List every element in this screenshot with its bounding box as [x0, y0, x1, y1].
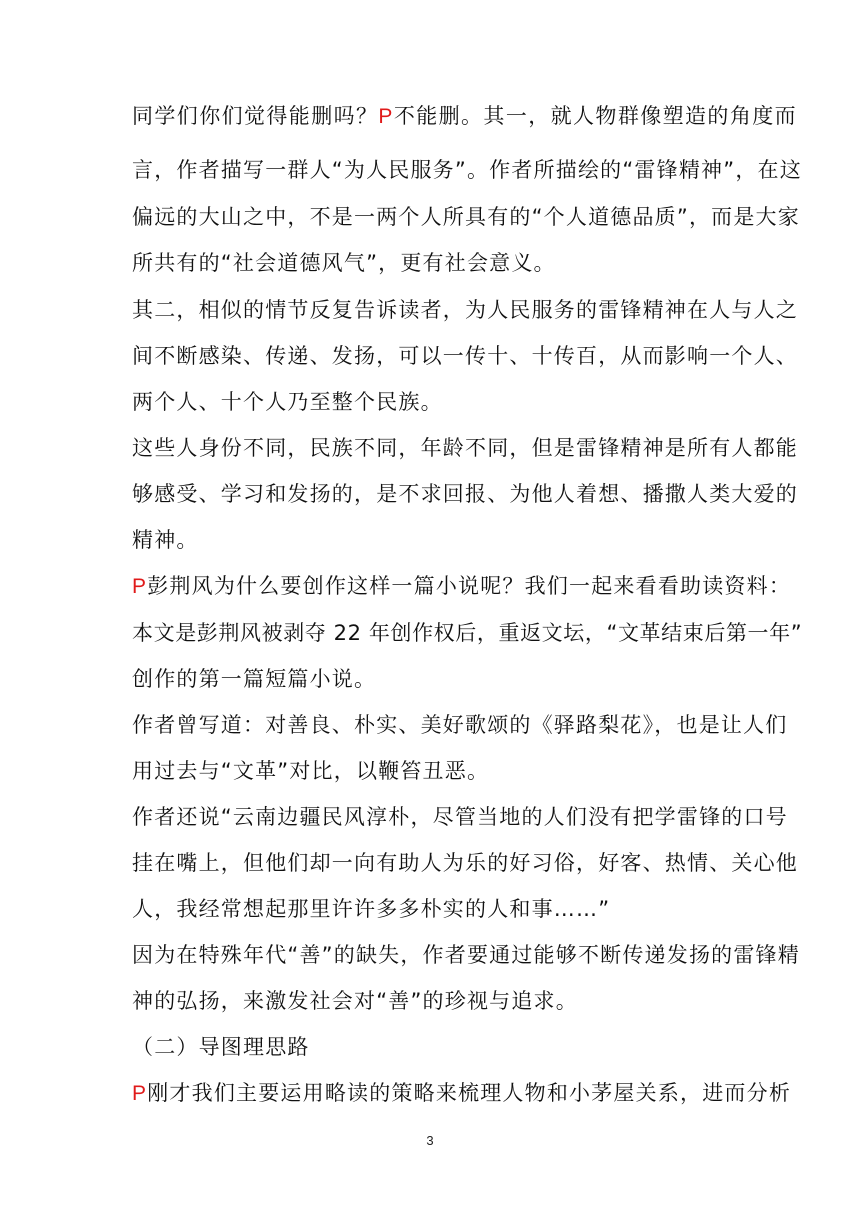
text-line: 人，我经常想起那里许许多多朴实的人和事……”	[132, 897, 611, 921]
text-segment: 不能删。其一，就人物群像塑造的角度而	[393, 104, 798, 128]
text-line	[132, 99, 797, 134]
text-line: 所共有的“社会道德风气”，更有社会意义。	[132, 251, 556, 275]
text-line: 言，作者描写一群人“为人民服务”。作者所描绘的“雷锋精神”，在这	[132, 158, 802, 182]
text-line: 这些人身份不同，民族不同，年龄不同，但是雷锋精神是所有人都能	[132, 436, 798, 460]
text-line: 创作的第一篇短篇小说。	[132, 667, 377, 691]
page-number: 3	[426, 1133, 434, 1148]
text-line	[132, 1076, 791, 1111]
text-line: 间不断感染、传递、发扬，可以一传十、十传百，从而影响一个人、	[132, 344, 798, 368]
text-line: 用过去与“文革”对比，以鞭笞丑恶。	[132, 759, 490, 783]
text-line	[132, 569, 791, 604]
teacher-marker: P	[378, 105, 394, 128]
text-line: 挂在嘴上，但他们却一向有助人为乐的好习俗，好客、热情、关心他	[132, 851, 798, 875]
text-line: 精神。	[132, 528, 199, 552]
teacher-marker: P	[132, 1082, 148, 1105]
text-line: 其二，相似的情节反复告诉读者，为人民服务的雷锋精神在人与人之	[132, 298, 798, 322]
section-heading: （二）导图理思路	[132, 1035, 310, 1059]
text-line: 偏远的大山之中，不是一两个人所具有的“个人道德品质”，而是大家	[132, 205, 800, 229]
text-line: 本文是彭荆风被剥夺 22 年创作权后，重返文坛，“文革结束后第一年”	[132, 621, 803, 645]
text-segment: 刚才我们主要运用略读的策略来梳理人物和小茅屋关系，进而分析	[147, 1081, 792, 1105]
text-line: 够感受、学习和发扬的，是不求回报、为他人着想、播撒人类大爱的	[132, 482, 798, 506]
text-line: 神的弘扬，来激发社会对“善”的珍视与追求。	[132, 989, 578, 1013]
text-segment: 同学们你们觉得能删吗？	[132, 104, 379, 128]
text-line: 因为在特殊年代“善”的缺失，作者要通过能够不断传递发扬的雷锋精	[132, 943, 800, 967]
text-segment: 彭荆风为什么要创作这样一篇小说呢？我们一起来看看助读资料：	[147, 574, 792, 598]
text-line: 两个人、十个人乃至整个民族。	[132, 390, 443, 414]
text-line: 作者还说“云南边疆民风淳朴，尽管当地的人们没有把学雷锋的口号	[132, 805, 788, 829]
teacher-marker: P	[132, 575, 148, 598]
text-line: 作者曾写道：对善良、朴实、美好歌颂的《驿路梨花》，也是让人们	[132, 713, 788, 737]
